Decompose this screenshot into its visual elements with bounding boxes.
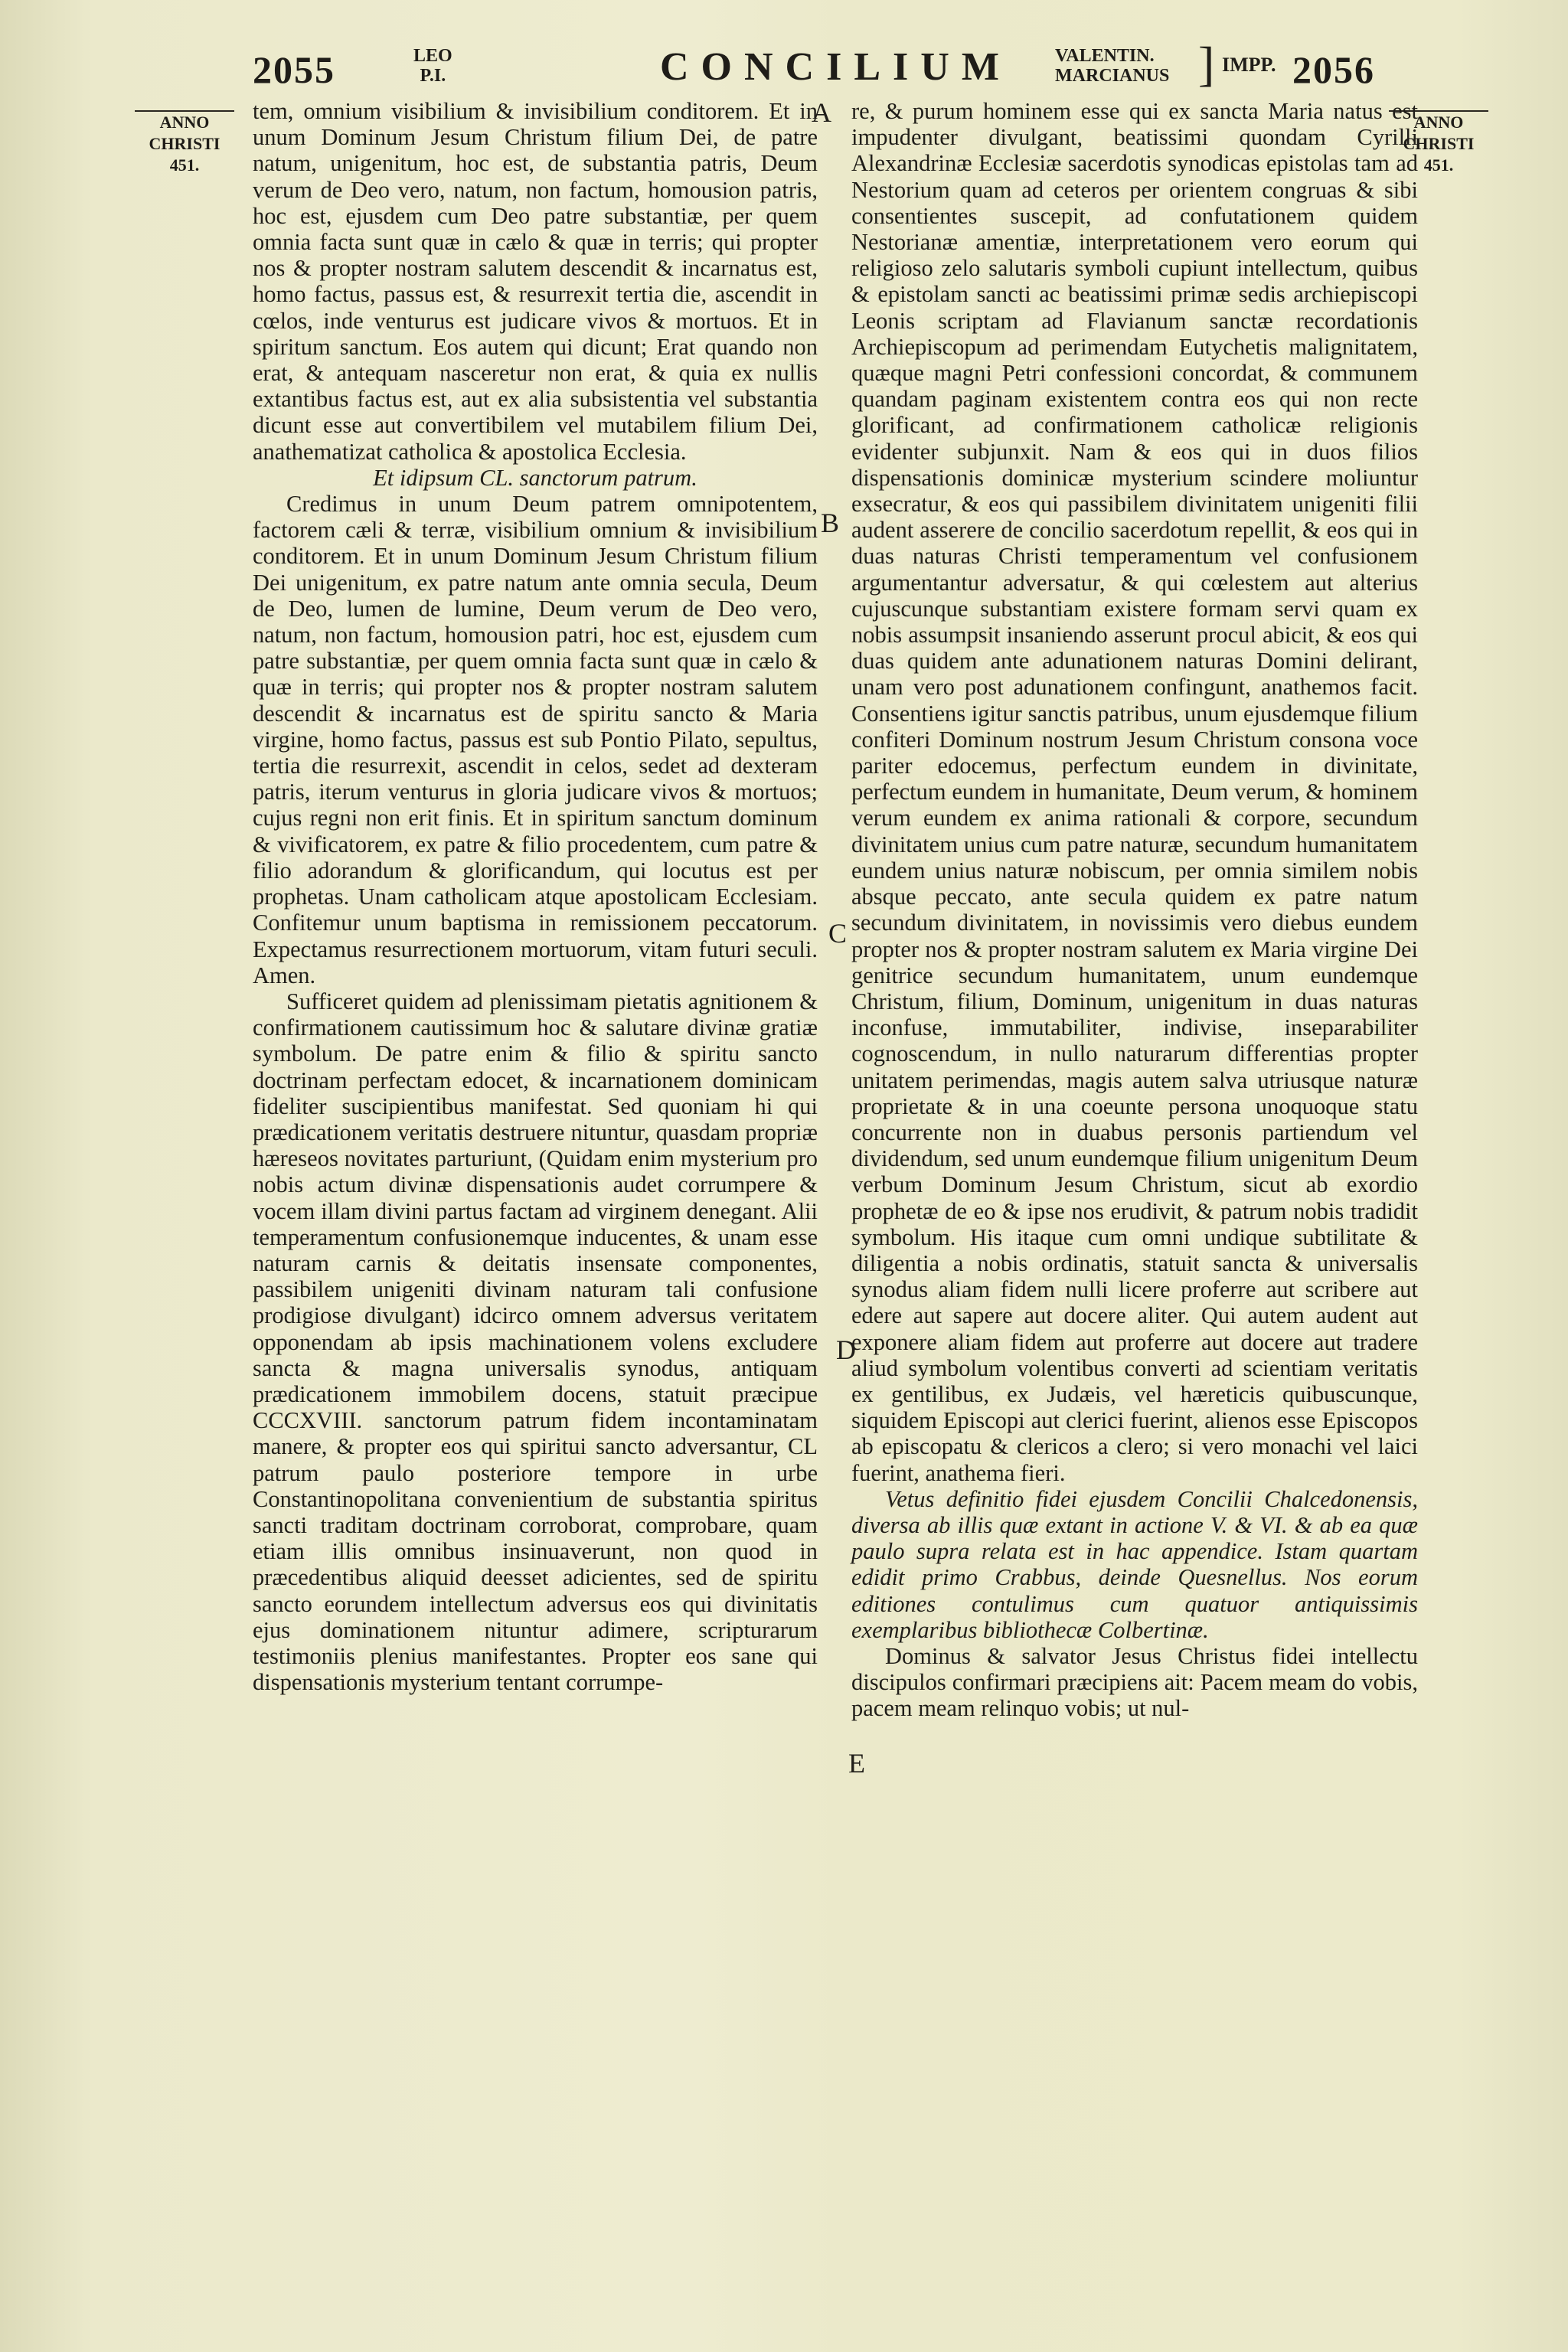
right-running-head bbox=[1055, 46, 1169, 86]
margin-rule bbox=[135, 110, 234, 112]
running-head-top: LEO bbox=[413, 46, 452, 66]
section-letter-d: D bbox=[836, 1334, 856, 1365]
left-page-number: 2055 bbox=[253, 48, 335, 91]
running-head-suffix: IMPP. bbox=[1222, 54, 1276, 76]
running-head-top: VALENTIN. bbox=[1055, 46, 1155, 66]
section-letter-b: B bbox=[821, 508, 840, 538]
left-text-column bbox=[253, 98, 818, 1695]
bracket-glyph: ] bbox=[1198, 37, 1215, 91]
left-running-head bbox=[413, 46, 452, 86]
paragraph: Et idipsum CL. sanctorum patrum. bbox=[373, 464, 697, 491]
section-letter-c: C bbox=[828, 918, 848, 949]
left-margin-note: ANNO CHRISTI 451. bbox=[149, 113, 220, 175]
paragraph: Dominus & salvator Jesus Christus fidei intellectu discipulos confirmari præcipiens ait: Pacem meam do vobis, pacem meam relinquo vobis; ut nul- bbox=[851, 1642, 1418, 1722]
right-margin-note: ANNO CHRISTI 451. bbox=[1403, 113, 1475, 175]
paragraph: Vetus definitio fidei ejusdem Concilii Chalcedonensis, diversa ab illis quæ extant in actione V. & VI. & ab ea quæ paulo supra relata est in hac appendice. Istam quartam edidit primo Crabbus, deinde Quesnellus. Nos eorum editiones contulimus cum quatuor antiquissimis exemplaribus bibliothecæ Colbertinæ. bbox=[851, 1485, 1418, 1643]
section-letter-a: A bbox=[812, 97, 831, 128]
running-head-bottom: MARCIANUS bbox=[1055, 66, 1170, 86]
page-title: CONCILIUM bbox=[660, 45, 1011, 89]
right-page-number: 2056 bbox=[1292, 48, 1375, 91]
paragraph: Credimus in unum Deum patrem omnipotentem, factorem cæli & terræ, visibilium omnium & invisibilium conditorem. Et in unum Dominum Jesum Christum filium Dei unigenitum, ex patre natum ante omnia secula, Deum de Deo, lumen de lumine, Deum verum de Deo vero, natum, non factum, homousion patri, hoc est, ejusdem cum patre substantiæ, per quem omnia facta sunt quæ in cælo & quæ in terris; qui propter nos & propter nostram salutem descendit & incarnatus est de spiritu sancto & Maria virgine, homo factus, passus est sub Pontio Pilato, sepultus, tertia die resurrexit, ascendit in celos, sedet ad dexteram patris, iterum venturus in gloria judicare vivos & mortuos; cujus regni non erit finis. Et in spiritum sanctum dominum & vivificatorem, ex patre & filio procedentem, cum patre & filio adorandum & glorificandum, qui locutus est per prophetas. Unam catholicam atque apostolicam Ecclesiam. Confitemur unum baptisma in remissionem peccatorum. Expectamus resurrectionem mortuorum, vitam futuri seculi. Amen. bbox=[253, 491, 818, 988]
section-letter-e: E bbox=[848, 1748, 865, 1779]
paragraph: tem, omnium visibilium & invisibilium conditorem. Et in unum Dominum Jesum Christum filium Dei, de patre natum, unigenitum, hoc est, de substantia patris, Deum verum de Deo vero, natum, non factum, homousion patris, hoc est, ejusdem cum Deo patre substantiæ, per quem omnia facta sunt quæ in cælo & quæ in terris; qui propter nos & propter nostram salutem descendit & incarnatus est, homo factus, passus est, & resurrexit tertia die, ascendit in cœlos, inde venturus est judicare vivos & mortuos. Et in spiritum sanctum. Eos autem qui dicunt; Erat quando non erat, & antequam nasceretur non erat, & quia ex nullis extantibus factus est, aut ex alia subsistentia vel substantia dicunt esse aut convertibilem vel mutabilem filium Dei, anathematizat catholica & apostolica Ecclesia. bbox=[253, 98, 818, 465]
paragraph: re, & purum hominem esse qui ex sancta Maria natus est impudenter divulgant, beatissimi quondam Cyrilli Alexandrinæ Ecclesiæ sacerdotis synodicas epistolas tam ad Nestorium quam ad ceteros per orientem congruas & sibi consentientes suscepit, ad confutationem quidem Nestorianæ amentiæ, interpretationem vero eorum qui religioso zelo salutaris symboli cupiunt intellectum, quibus & epistolam sancti ac beatissimi primæ sedis archiepiscopi Leonis scriptam ad Flavianum sanctæ recordationis Archiepiscopum ad perimendam Eutychetis malignitatem, quæque magni Petri confessioni concordat, & communem quandam paginam existentem contra eos qui non recte glorificant, ad confirmationem catholicæ religionis evidenter subjunxit. Nam & eos qui in duos filios dispensationis dominicæ mysterium scindere moliuntur exsecratur, & eos qui passibilem divinitatem unigeniti filii audent asserere de concilio sacerdotum repellit, & eos qui in duas naturas Christi temperamentum vel confusionem argumentantur adversatur, & qui cœlestem aut alterius cujuscunque substantiam existere formam servi quam ex nobis assumpsit insaniendo asserunt procul abicit, & eos qui duas quidem ante adunationem naturas Domini delirant, unam vero post adunationem confingunt, anathemos facit. Consentiens igitur sanctis patribus, unum ejusdemque filium confiteri Dominum nostrum Jesum Christum consona voce pariter edocemus, perfectum eundem in divinitate, perfectum eundem in humanitate, Deum verum, & hominem verum eundem ex anima rationali & corpore, secundum divinitatem unius cum patre naturæ, secundum humanitatem eundem unius naturæ nobiscum, per omnia similem nobis absque peccato, ante secula quidem ex patre natum secundum divinitatem, in novissimis vero diebus eundem propter nos & propter nostram salutem ex Maria virgine Dei genitrice secundum humanitatem, unum eundemque Christum, filium, Dominum, unigenitum in duas naturas inconfuse, immutabiliter, indivise, inseparabiliter cognoscendum, in nullo naturarum differentias propter unitatem perimendas, magis autem salva utriusque naturæ proprietate & in una coeunte persona unoquoque statu concurrente non in duabus personis partiendum vel dividendum, sed unum eundemque filium unigenitum Deum verbum Dominum Jesum Christum, sicut ab exordio prophetæ de eo & ipse nos erudivit, & patrum nobis tradidit symbolum. His itaque cum omni undique subtilitate & diligentia a nobis ordinatis, statuit sancta & universalis synodus aliam fidem nulli licere proferre aut scribere aut edere aut sapere aut docere aliter. Qui autem audent aut exponere aliam fidem aut proferre aut docere aut tradere aliud symbolum volentibus converti ad scientiam veritatis ex gentilibus, ex Judæis, vel hæreticis quibuscunque, siquidem Episcopi aut clerici fuerint, alienos esse Episcopos ab episcopatu & clericos a clero; si vero monachi vel laici fuerint, anathema fieri. bbox=[851, 98, 1418, 1486]
right-text-column bbox=[851, 98, 1418, 1722]
running-head-bottom: P.I. bbox=[420, 66, 446, 86]
paragraph: Sufficeret quidem ad plenissimam pietatis agnitionem & confirmationem cautissimum hoc & salutare divinæ gratiæ symbolum. De patre enim & filio & spiritu sancto doctrinam perfectam edocet, & incarnationem dominicam fideliter suscipientibus manifestat. Sed quoniam hi qui prædicationem veritatis destruere nituntur, quasdam propriæ hæreseos novitates parturiunt, (Quidam enim mysterium pro nobis actum divinæ dispensationis audet corrumpere & vocem illam divini partus factam ad virginem denegant. Alii temperamentum confusionemque inducentes, & unam esse naturam carnis & deitatis insensate componentes, passibilem unigeniti divinam naturam tali confusione prodigiose divulgant) idcirco omnem adversus veritatem opponendam ab ipsis machinationem volens excludere sancta & magna universalis synodus, antiquam prædicationem immobilem docens, statuit præcipue CCCXVIII. sanctorum patrum fidem incontaminatam manere, & propter eos qui spiritui sancto adversantur, CL patrum paulo posteriore tempore in urbe Constantinopolitana convenientium de substantia spiritus sancti traditam doctrinam corroborat, comprobare, quam etiam illis omnibus insinuaverunt, non quod in præcedentibus aliquid deesset adicientes, sed de spiritu sancto eorundem intellectum adversus eos qui divinitatis ejus dominationem nituntur adimere, scripturarum testimoniis plenius manifestantes. Propter eos sane qui dispensationis mysterium tentant corrumpe- bbox=[253, 988, 818, 1696]
